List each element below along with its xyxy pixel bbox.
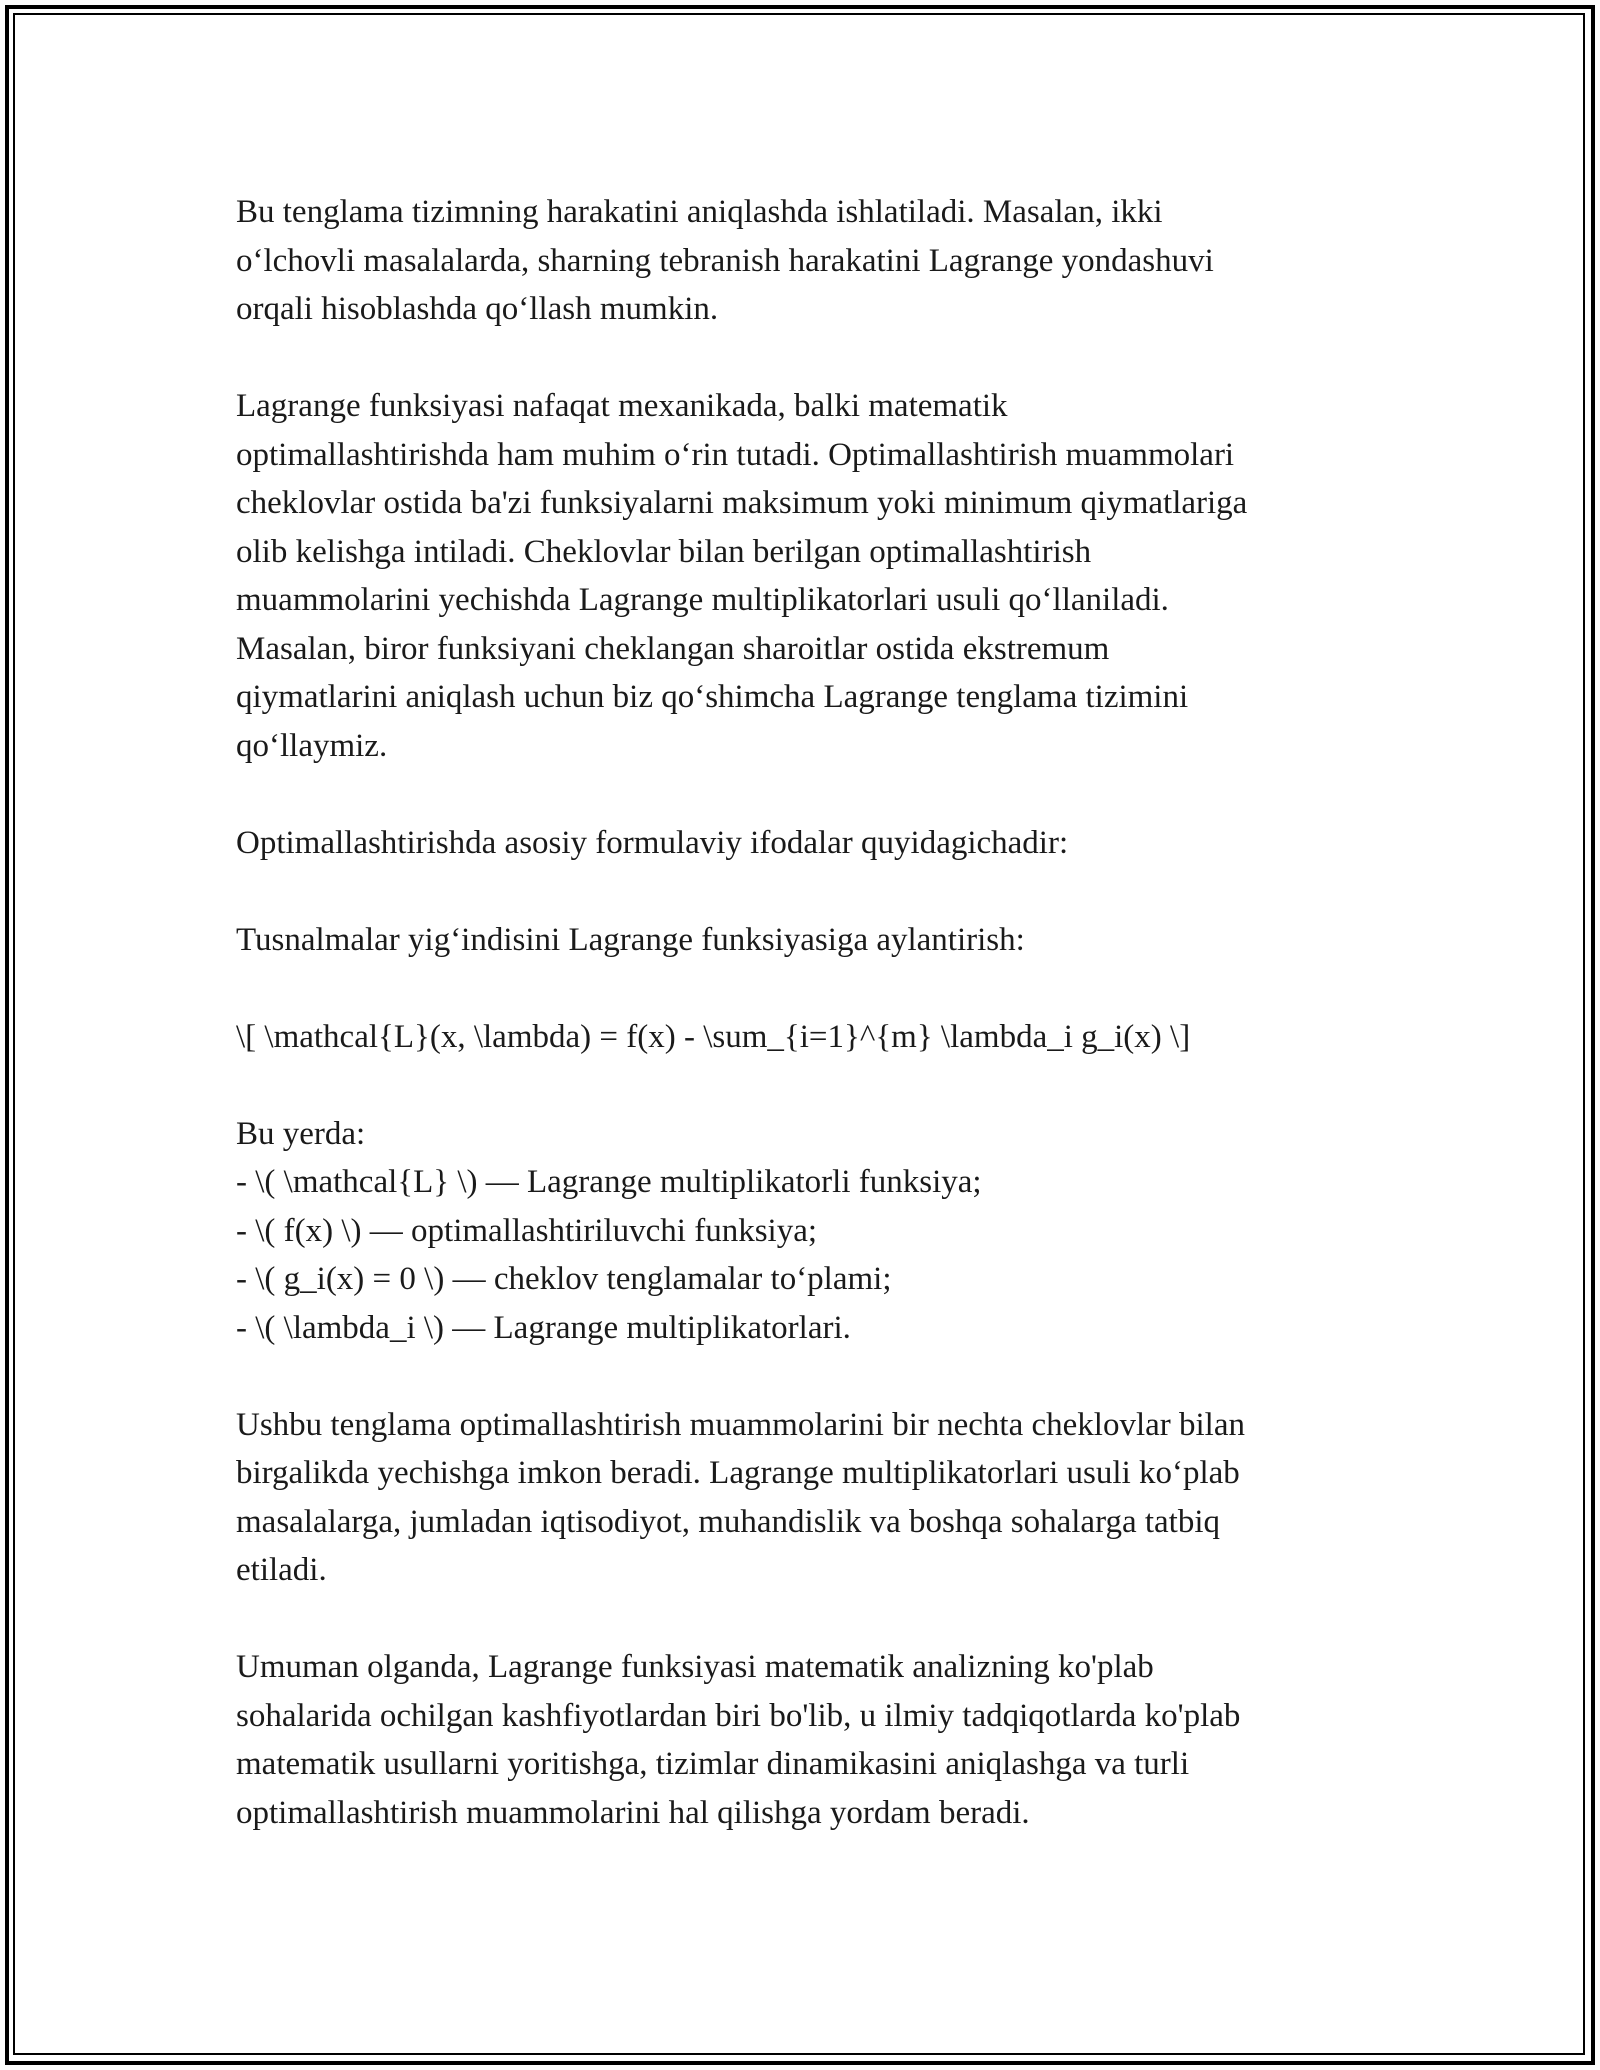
paragraph-definitions: Bu yerda: - \( \mathcal{L} \) — Lagrange multiplikatorli funksiya; - \( f(x) \) — optimallashtiriluvchi funksiya; - \( g_i(x) = 0 \) — cheklov tenglamalar to‘plami; - \( \lambda_i \) — Lagrange multiplikatorlari. [236,1115,982,1346]
paragraph-formulas-intro: Optimallashtirishda asosiy formulaviy ifodalar quyidagichadir: [236,824,1069,861]
paragraph-transform: Tusnalmalar yig‘indisini Lagrange funksiyasiga aylantirish: [236,921,1025,958]
document-body [236,188,1386,1886]
paragraph-conclusion: Umuman olganda, Lagrange funksiyasi matematik analizning ko'plab sohalarida ochilgan kashfiyotlardan biri bo'lib, u ilmiy tadqiqotlarda ko'plab matematik usullarni yoritishga, tizimlar dinamikasini aniqlashga va turli optimallashtirish muammolarini hal qilishga yordam beradi. [236,1649,1241,1831]
formula-lagrangian: \[ \mathcal{L}(x, \lambda) = f(x) - \sum_{i=1}^{m} \lambda_i g_i(x) \] [236,1018,1191,1055]
paragraph-intro: Bu tenglama tizimning harakatini aniqlashda ishlatiladi. Masalan, ikki o‘lchovli masalalarda, sharning tebranish harakatini Lagrange yondashuvi orqali hisoblashda qo‘llash mumkin. [236,194,1214,327]
paragraph-applications: Ushbu tenglama optimallashtirish muammolarini bir nechta cheklovlar bilan birgalikda yechishga imkon beradi. Lagrange multiplikatorlari usuli ko‘plab masalalarga, jumladan iqtisodiyot, muhandislik va boshqa sohalarga tatbiq etiladi. [236,1406,1245,1588]
paragraph-optimization: Lagrange funksiyasi nafaqat mexanikada, balki matematik optimallashtirishda ham muhim o‘rin tutadi. Optimallashtirish muammolari cheklovlar ostida ba'zi funksiyalarni maksimum yoki minimum qiymatlariga olib kelishga intiladi. Cheklovlar bilan berilgan optimallashtirish muammolarini yechishda Lagrange multiplikatorlari usuli qo‘llaniladi. Masalan, biror funksiyani cheklangan sharoitlar ostida ekstremum qiymatlarini aniqlash uchun biz qo‘shimcha Lagrange tenglama tizimini qo‘llaymiz. [236,388,1248,764]
